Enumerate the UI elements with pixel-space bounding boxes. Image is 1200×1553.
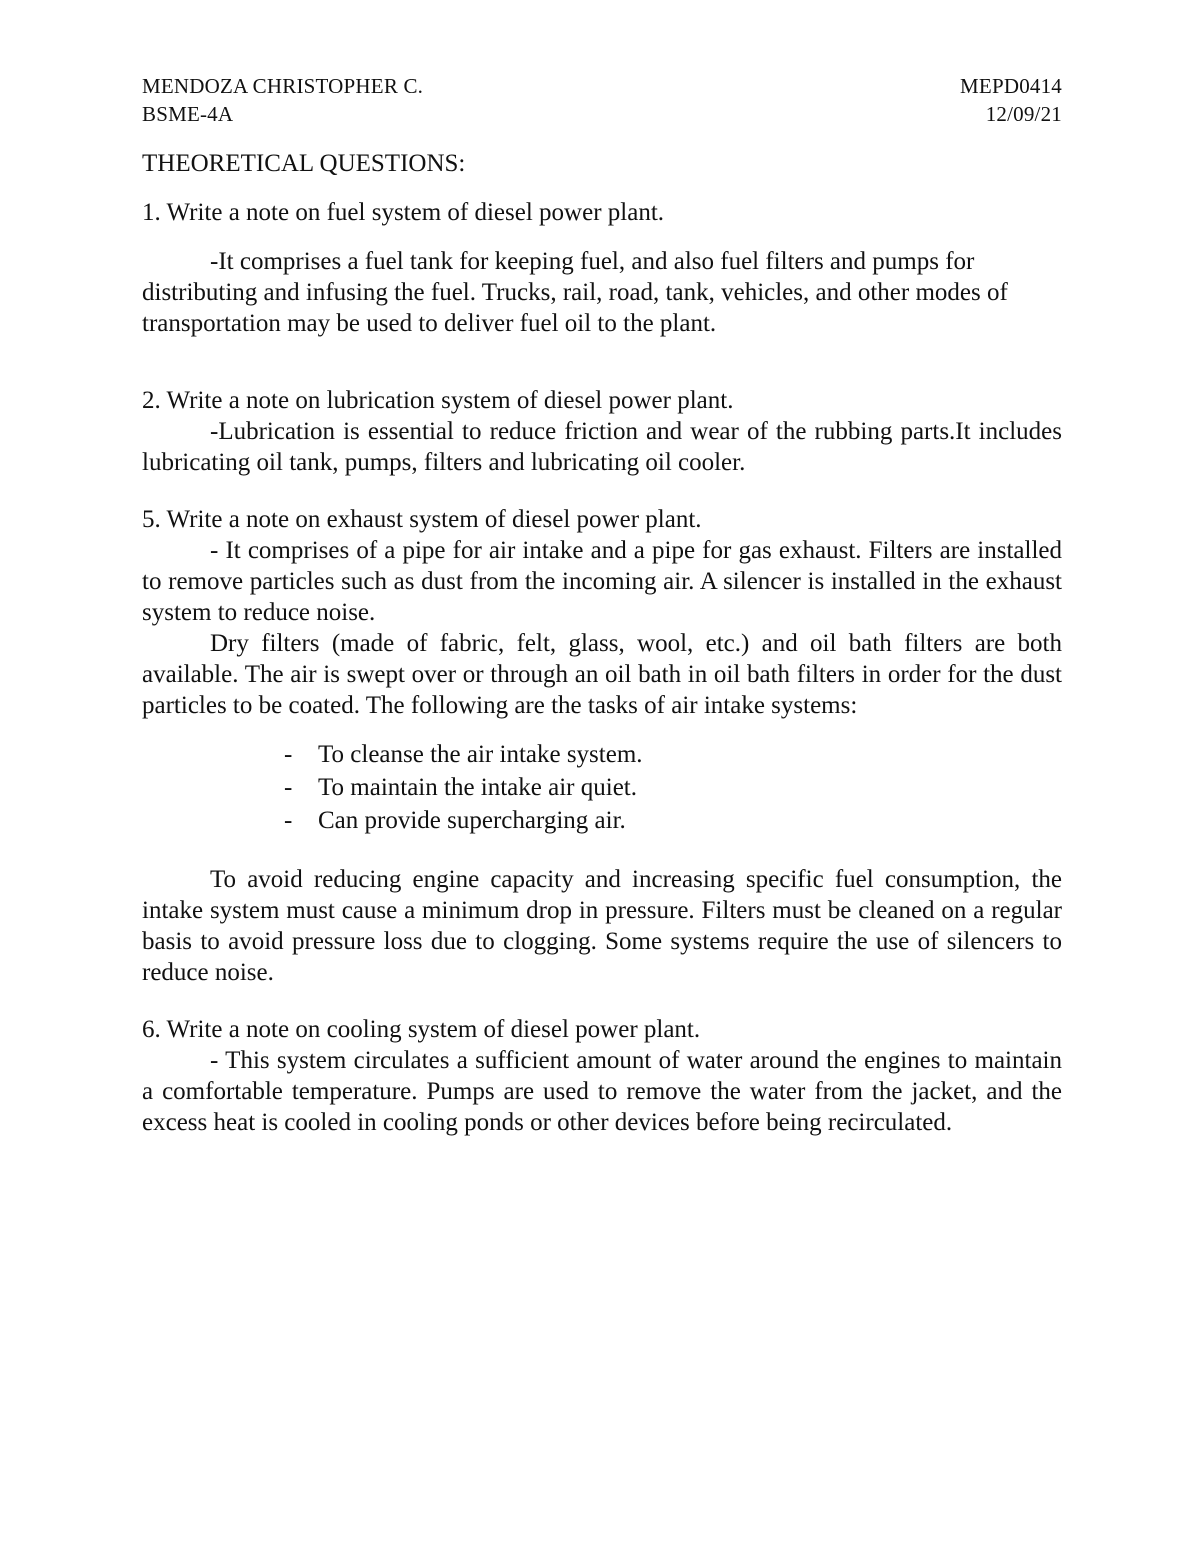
student-name: MENDOZA CHRISTOPHER C.	[142, 74, 424, 98]
list-item-text: To maintain the intake air quiet.	[318, 774, 637, 801]
student-section: BSME-4A	[142, 102, 234, 126]
list-item	[284, 772, 1062, 803]
air-intake-task-list	[142, 739, 1062, 836]
answer-5-paragraph-2: Dry filters (made of fabric, felt, glass, wool, etc.) and oil bath filters are both available. The air is swept over or through an oil bath in oil bath filters in order for the dust particles to be coated. The following are the tasks of air intake systems:	[142, 630, 1062, 719]
list-item-text: To cleanse the air intake system.	[318, 741, 643, 768]
document-date: 12/09/21	[985, 102, 1062, 126]
spacer	[142, 988, 1062, 1014]
spacer	[142, 478, 1062, 504]
answer-6: - This system circulates a sufficient amount of water around the engines to maintain a comfortable temperature. Pumps are used to remove the water from the jacket, and the excess heat is cooled in cooling ponds or other devices before being recirculated.	[142, 1047, 1062, 1136]
question-1: 1. Write a note on fuel system of diesel power plant.	[142, 199, 665, 226]
spacer	[142, 838, 1062, 864]
list-item	[284, 805, 1062, 836]
course-code: MEPD0414	[960, 74, 1062, 98]
document-content	[142, 72, 1062, 1138]
spacer	[142, 179, 1062, 197]
question-6: 6. Write a note on cooling system of diesel power plant.	[142, 1016, 701, 1043]
list-dash: -	[284, 741, 293, 768]
answer-5: - It comprises of a pipe for air intake and a pipe for gas exhaust. Filters are installed to remove particles such as dust from the incoming air. A silencer is installed in the exhaust system to reduce noise.	[142, 537, 1062, 626]
list-dash: -	[284, 807, 293, 834]
header-row-2	[142, 100, 1062, 128]
header-row-1	[142, 72, 1062, 100]
spacer	[142, 228, 1062, 246]
list-item	[284, 739, 1062, 770]
list-item-text: Can provide supercharging air.	[318, 807, 626, 834]
answer-2: -Lubrication is essential to reduce friction and wear of the rubbing parts.It includes lubricating oil tank, pumps, filters and lubricating oil cooler.	[142, 418, 1062, 476]
spacer	[142, 721, 1062, 739]
answer-5-paragraph-3: To avoid reducing engine capacity and increasing specific fuel consumption, the intake system must cause a minimum drop in pressure. Filters must be cleaned on a regular basis to avoid pressure loss due to clogging. Some systems require the use of silencers to reduce noise.	[142, 866, 1062, 986]
spacer	[142, 339, 1062, 385]
question-5: 5. Write a note on exhaust system of diesel power plant.	[142, 506, 702, 533]
question-2: 2. Write a note on lubrication system of diesel power plant.	[142, 387, 734, 414]
answer-1: -It comprises a fuel tank for keeping fuel, and also fuel filters and pumps for distributing and infusing the fuel. Trucks, rail, road, tank, vehicles, and other modes of transportation may be used to deliver fuel oil to the plant.	[142, 248, 1008, 337]
list-dash: -	[284, 774, 293, 801]
document-title: THEORETICAL QUESTIONS:	[142, 150, 466, 177]
